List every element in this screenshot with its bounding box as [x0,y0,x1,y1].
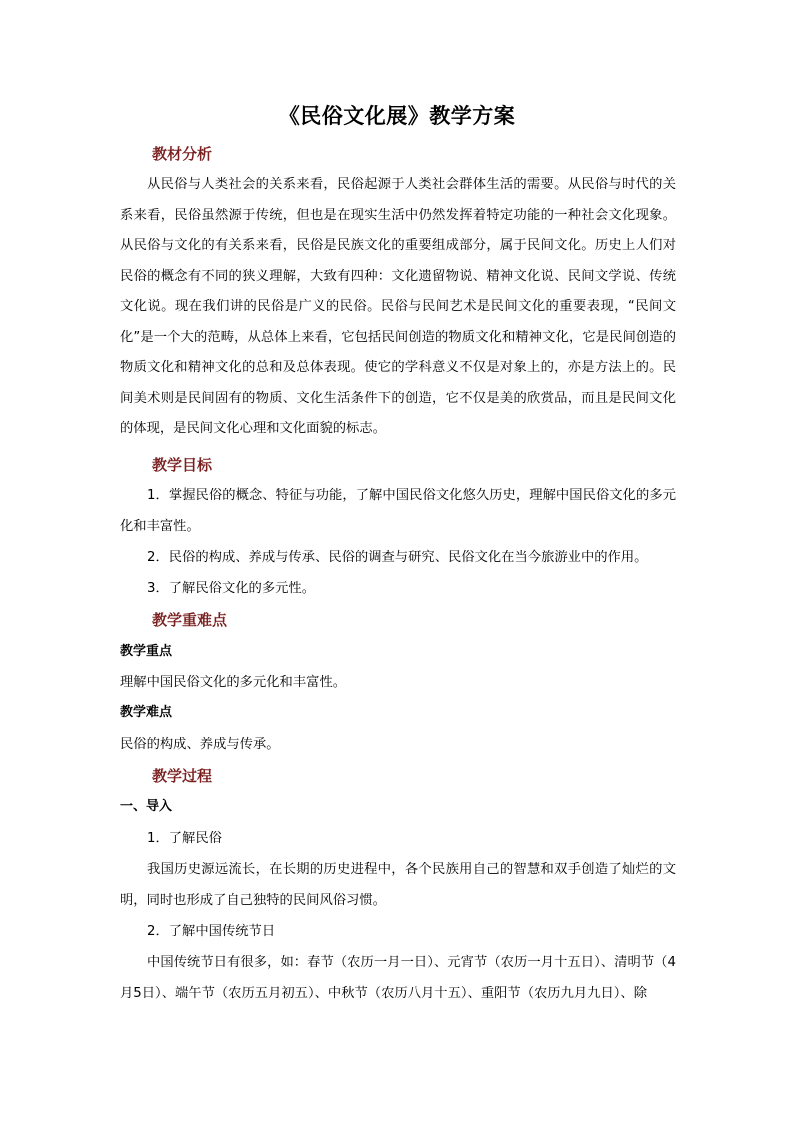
step1-title: 1．了解民俗 [147,831,222,846]
part-introduction-label: 一、导入 [120,799,173,814]
heading-teaching-goals: 教学目标 [152,456,213,474]
textbook-analysis-paragraph: 从民俗与人类社会的关系来看，民俗起源于人类社会群体生活的需要。从民俗与时代的关系来看，民俗虽然源于传统，但也是在现实生活中仍然发挥着特定功能的一种社会文化现象。从民俗与文化的有关系来看，民俗是民族文化的重要组成部分，属于民间文化。历史上人们对民俗的概念有不同的狭义理解，大致有四种：文化遗留物说、精神文化说、民间文学说、传统文化说。现在我们讲的民俗是广义的民俗。民俗与民间艺术是民间文化的重要表现，“民间文化”是一个大的范畴，从总体上来看，它包括民间创造的物质文化和精神文化，它是民间创造的物质文化和精神文化的总和及总体表现。使它的学科意义不仅是对象上的，亦是方法上的。民间美术则是民间固有的物质、文化生活条件下的创造，它不仅是美的欣赏品，而且是民间文化的体现，是民间文化心理和文化面貌的标志。 [120,177,676,436]
heading-key-difficult-points: 教学重难点 [152,611,228,629]
heading-teaching-process: 教学过程 [152,767,213,785]
key-point-label: 教学重点 [120,644,173,659]
step1-text: 我国历史源远流长，在长期的历史进程中，各个民族用自己的智慧和双手创造了灿烂的文明，同时也形成了自己独特的民间风俗习惯。 [120,862,676,908]
difficult-point-label: 教学难点 [120,705,173,720]
difficult-point-text: 民俗的构成、养成与传承。 [120,737,280,752]
goal-item-1: 1．掌握民俗的概念、特征与功能，了解中国民俗文化悠久历史，理解中国民俗文化的多元化和丰富性。 [120,488,676,534]
step2-text: 中国传统节日有很多，如：春节（农历一月一日）、元宵节（农历一月十五日）、清明节（4月5日）、端午节（农历五月初五）、中秋节（农历八月十五）、重阳节（农历九月九日）、除 [120,955,676,1001]
goal-item-2: 2．民俗的构成、养成与传承、民俗的调查与研究、民俗文化在当今旅游业中的作用。 [147,550,648,565]
heading-textbook-analysis: 教材分析 [152,145,213,163]
step2-title: 2．了解中国传统节日 [147,924,276,939]
document-title: 《民俗文化展》教学方案 [278,104,516,128]
goal-item-3: 3．了解民俗文化的多元性。 [147,581,316,596]
key-point-text: 理解中国民俗文化的多元化和丰富性。 [120,675,347,690]
